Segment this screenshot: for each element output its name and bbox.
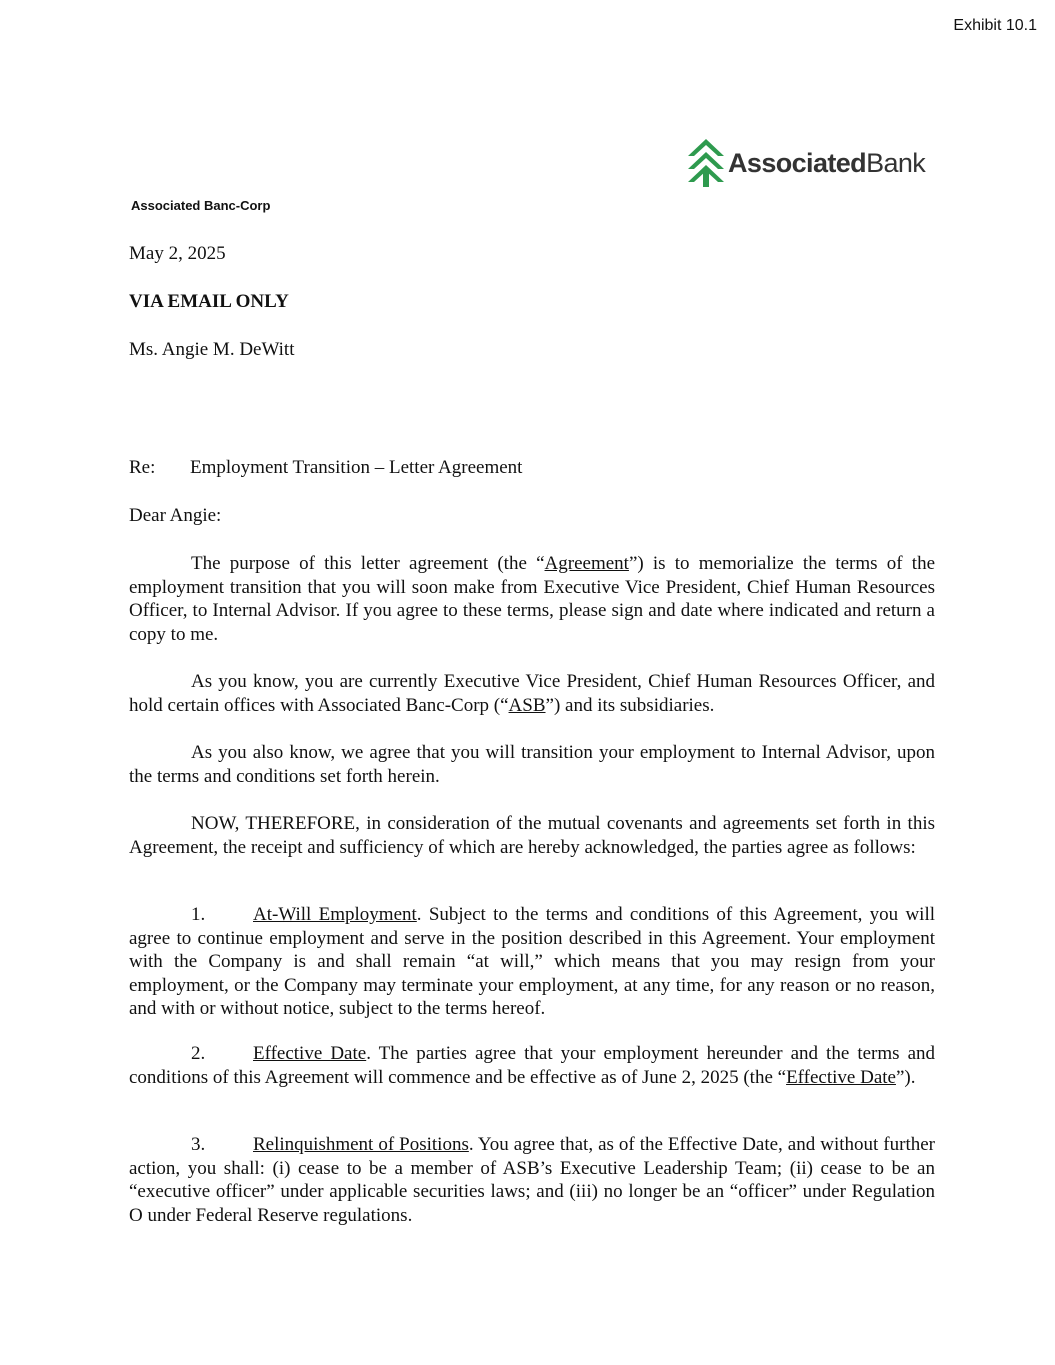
paragraph-current-role: As you know, you are currently Executive Vice President, Chief Human Resources Officer, and hold certain offices with Associated Banc-Corp (“ASB”) and its subsidiaries. (129, 671, 935, 716)
recipient-name: Ms. Angie M. DeWitt (129, 339, 295, 360)
section-1: 1. At-Will Employment. Subject to the terms and conditions of this Agreement, you will agree to continue employment and serve in the position described in this Agreement. Your employment with the Company is and shall remain “at will,” which means that you may resign from your employment, or the Company may terminate your employment, at any time, for any reason or no reason, and with or without notice, subject to the terms hereof. (129, 904, 936, 1020)
section-number: 1. (191, 904, 206, 925)
re-label: Re: (129, 457, 156, 478)
section-number: 3. (191, 1134, 206, 1155)
section-heading: Relinquishment of Positions (253, 1134, 469, 1155)
paragraph-recitals: NOW, THEREFORE, in consideration of the mutual covenants and agreements set forth in this Agreement, the receipt and sufficiency of which are hereby acknowledged, the parties agree as follows: (129, 813, 935, 858)
defined-term-asb: ASB (508, 694, 546, 716)
defined-term-agreement: Agreement (544, 553, 629, 574)
logo-wordmark (728, 148, 925, 179)
section-2: 2. Effective Date. The parties agree that your employment hereunder and the terms and conditions of this Agreement will commence and be effective as of June 2, 2025 (the “Effective Date”). (129, 1043, 936, 1088)
tree-logo-icon (688, 139, 724, 187)
paragraph-purpose: The purpose of this letter agreement (the “Agreement”) is to memorialize the terms of the employment transition that you will soon make from Executive Vice President, Chief Human Resources Officer, to Internal Advisor. If you agree to these terms, please sign and date where indicated and return a copy to me. (129, 553, 935, 645)
paragraph-transition: As you also know, we agree that you will transition your employment to Internal Advisor, upon the terms and conditions set forth herein. (129, 742, 935, 787)
delivery-method: VIA EMAIL ONLY (129, 291, 289, 312)
salutation: Dear Angie: (129, 505, 222, 526)
logo-name-bold: Associated (728, 147, 867, 178)
re-subject: Employment Transition – Letter Agreement (190, 457, 523, 478)
associated-bank-logo (688, 138, 925, 188)
letterhead-company: Associated Banc-Corp (131, 198, 271, 213)
section-heading: Effective Date (253, 1043, 367, 1064)
exhibit-label: Exhibit 10.1 (953, 17, 1037, 34)
logo-name-light: Bank (866, 147, 926, 178)
section-3: 3. Relinquishment of Positions. You agree that, as of the Effective Date, and without further action, you shall: (i) cease to be a member of ASB’s Executive Leadership Team; (ii) cease to be an “executive officer” under applicable securities laws; and (iii) no longer be an “officer” under Regulation O under Federal Reserve regulations. (129, 1134, 935, 1226)
letter-date: May 2, 2025 (129, 243, 226, 264)
section-number: 2. (191, 1043, 206, 1064)
section-heading: At-Will Employment (253, 904, 417, 925)
defined-term-effective-date: Effective Date (786, 1066, 896, 1088)
